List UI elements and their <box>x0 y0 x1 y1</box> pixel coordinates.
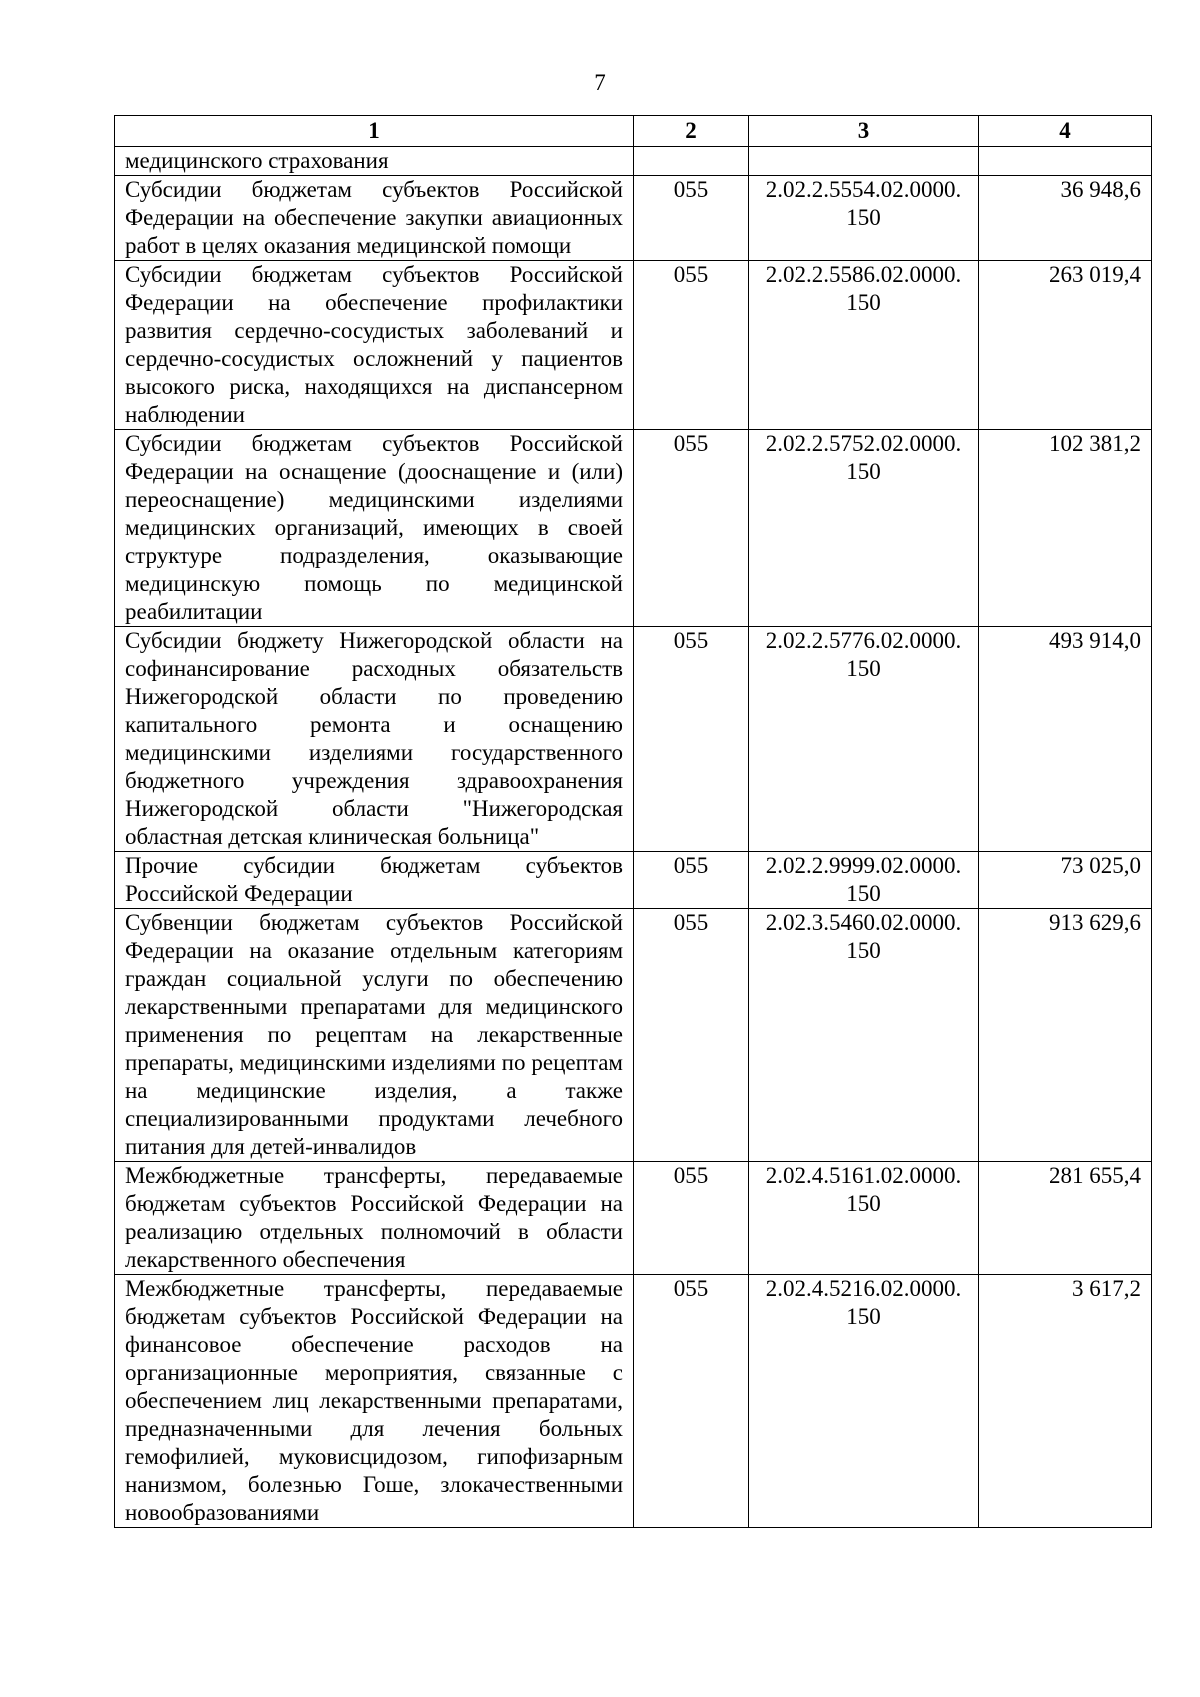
row-description: Субсидии бюджетам субъектов Российской Федерации на оснащение (дооснащение и (или) переоснащение) медицинскими изделиями медицинских организаций, имеющих в своей структуре подразделения, оказывающие медицинскую помощь по медицинской реабилитации <box>115 430 634 627</box>
table-body <box>115 147 1152 1528</box>
row-budget-code: 2.02.4.5161.02.0000. 150 <box>749 1162 979 1275</box>
row-description: Прочие субсидии бюджетам субъектов Российской Федерации <box>115 852 634 909</box>
row-budget-code: 2.02.3.5460.02.0000. 150 <box>749 909 979 1162</box>
row-admin-code <box>634 147 749 176</box>
row-description: Межбюджетные трансферты, передаваемые бюджетам субъектов Российской Федерации на финансовое обеспечение расходов на организационные мероприятия, связанные с обеспечением лиц лекарственными препаратами, предназначенными для лечения больных гемофилией, муковисцидозом, гипофизарным нанизмом, болезнью Гоше, злокачественными новообразованиями <box>115 1275 634 1528</box>
row-amount: 73 025,0 <box>979 852 1152 909</box>
row-amount: 3 617,2 <box>979 1275 1152 1528</box>
row-admin-code: 055 <box>634 852 749 909</box>
row-budget-code: 2.02.2.5752.02.0000. 150 <box>749 430 979 627</box>
table-row <box>115 261 1152 430</box>
row-admin-code: 055 <box>634 430 749 627</box>
row-description: Субсидии бюджетам субъектов Российской Федерации на обеспечение профилактики развития сердечно-сосудистых заболеваний и сердечно-сосудистых осложнений у пациентов высокого риска, находящихся на диспансерном наблюдении <box>115 261 634 430</box>
row-amount <box>979 147 1152 176</box>
row-description: медицинского страхования <box>115 147 634 176</box>
row-budget-code: 2.02.2.5554.02.0000. 150 <box>749 176 979 261</box>
column-header-1: 1 <box>115 116 634 147</box>
table-row <box>115 1275 1152 1528</box>
table-row <box>115 176 1152 261</box>
row-description: Субсидии бюджетам субъектов Российской Федерации на обеспечение закупки авиационных работ в целях оказания медицинской помощи <box>115 176 634 261</box>
row-budget-code: 2.02.2.5586.02.0000. 150 <box>749 261 979 430</box>
table-row <box>115 909 1152 1162</box>
row-description: Субвенции бюджетам субъектов Российской Федерации на оказание отдельным категориям граждан социальной услуги по обеспечению лекарственными препаратами для медицинского применения по рецептам на лекарственные препараты, медицинскими изделиями по рецептам на медицинские изделия, а также специализированными продуктами лечебного питания для детей-инвалидов <box>115 909 634 1162</box>
row-description: Субсидии бюджету Нижегородской области на софинансирование расходных обязательств Нижегородской области по проведению капитального ремонта и оснащению медицинскими изделиями государственного бюджетного учреждения здравоохранения Нижегородской области "Нижегородская областная детская клиническая больница" <box>115 627 634 852</box>
row-description: Межбюджетные трансферты, передаваемые бюджетам субъектов Российской Федерации на реализацию отдельных полномочий в области лекарственного обеспечения <box>115 1162 634 1275</box>
row-admin-code: 055 <box>634 261 749 430</box>
row-amount: 913 629,6 <box>979 909 1152 1162</box>
row-admin-code: 055 <box>634 176 749 261</box>
row-admin-code: 055 <box>634 627 749 852</box>
column-header-2: 2 <box>634 116 749 147</box>
row-amount: 493 914,0 <box>979 627 1152 852</box>
header-row <box>115 116 1152 147</box>
table-row <box>115 147 1152 176</box>
column-header-3: 3 <box>749 116 979 147</box>
row-amount: 36 948,6 <box>979 176 1152 261</box>
row-admin-code: 055 <box>634 1275 749 1528</box>
row-budget-code: 2.02.2.5776.02.0000. 150 <box>749 627 979 852</box>
row-amount: 281 655,4 <box>979 1162 1152 1275</box>
table-row <box>115 852 1152 909</box>
page-number: 7 <box>594 70 606 95</box>
row-admin-code: 055 <box>634 909 749 1162</box>
table-row <box>115 627 1152 852</box>
budget-table <box>114 115 1152 1528</box>
table-row <box>115 430 1152 627</box>
row-amount: 263 019,4 <box>979 261 1152 430</box>
table-row <box>115 1162 1152 1275</box>
row-amount: 102 381,2 <box>979 430 1152 627</box>
row-budget-code: 2.02.4.5216.02.0000. 150 <box>749 1275 979 1528</box>
row-budget-code <box>749 147 979 176</box>
row-admin-code: 055 <box>634 1162 749 1275</box>
table-header <box>115 116 1152 147</box>
row-budget-code: 2.02.2.9999.02.0000. 150 <box>749 852 979 909</box>
column-header-4: 4 <box>979 116 1152 147</box>
